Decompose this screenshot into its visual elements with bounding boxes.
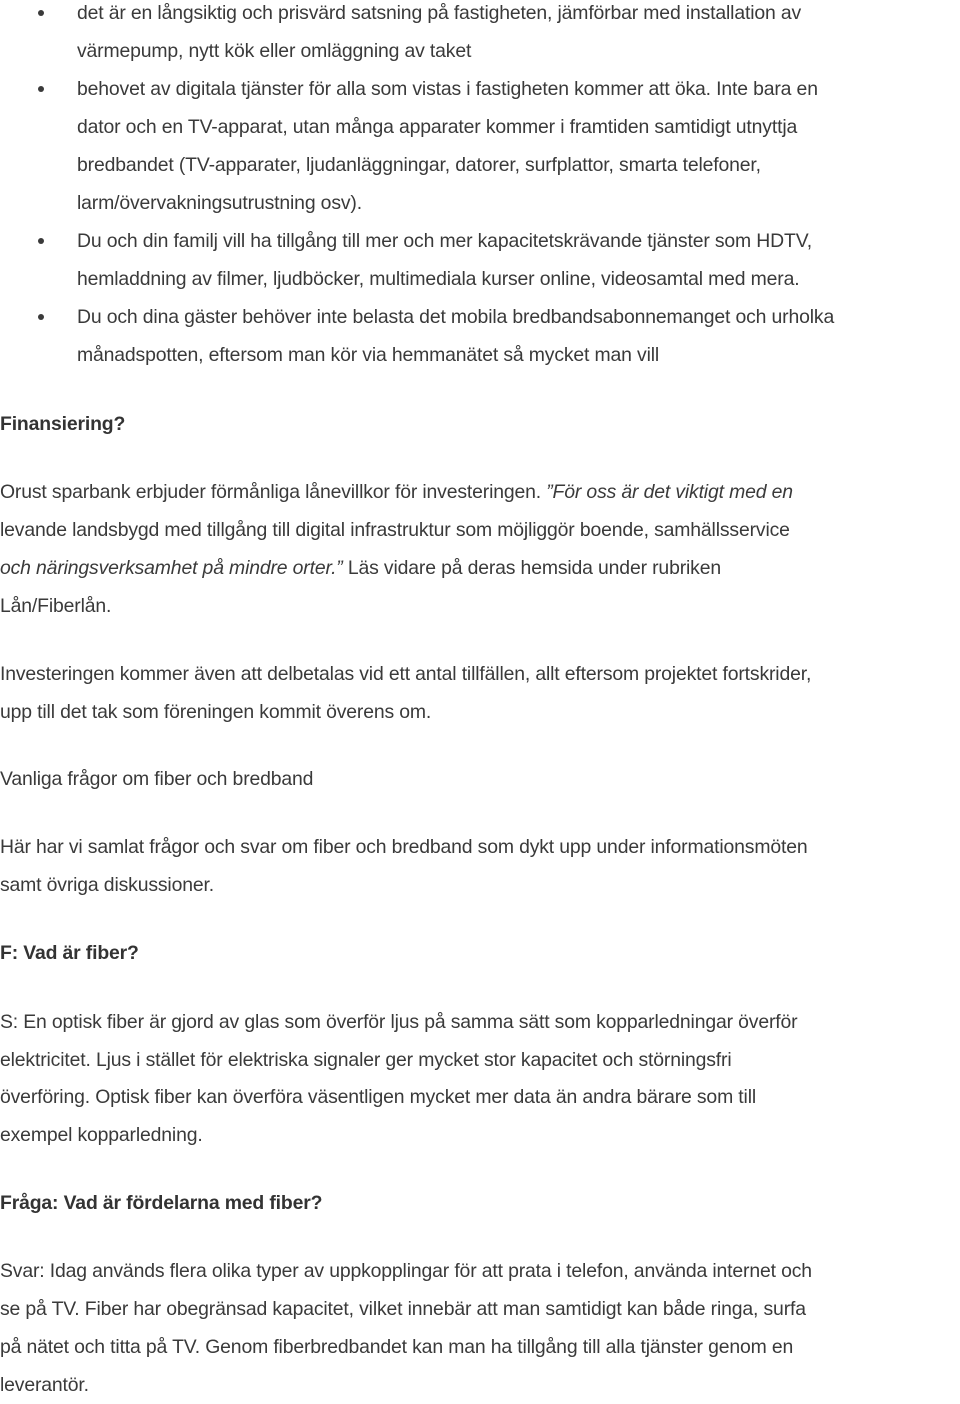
financing-paragraph-line: levande landsbygd med tillgång till digital infrastruktur som möjliggör boende, samhällsservice (0, 519, 790, 541)
question-heading: Fråga: Vad är fördelarna med fiber? (0, 1192, 323, 1214)
answer-line: S: En optisk fiber är gjord av glas som överför ljus på samma sätt som kopparledningar överför (0, 1011, 798, 1033)
answer-line: se på TV. Fiber har obegränsad kapacitet, vilket innebär att man samtidigt kan både ringa, surfa (0, 1298, 806, 1320)
list-item-line: Du och din familj vill ha tillgång till mer och mer kapacitetskrävande tjänster som HDTV, (77, 230, 812, 252)
financing-quote: ”För oss är det viktigt med en (546, 481, 793, 503)
faq-intro-line: Här har vi samlat frågor och svar om fiber och bredband som dykt upp under informationsmöten (0, 836, 808, 858)
financing-quote: och näringsverksamhet på mindre orter.” (0, 557, 343, 579)
list-item-line: värmepump, nytt kök eller omläggning av taket (77, 40, 472, 62)
investment-paragraph-line: Investeringen kommer även att delbetalas vid ett antal tillfällen, allt eftersom projektet fortskrider, (0, 663, 812, 685)
list-item-line: månadspotten, eftersom man kör via hemmanätet så mycket man vill (77, 344, 660, 366)
bullet-icon (38, 10, 44, 16)
list-item-line: behovet av digitala tjänster för alla som vistas i fastigheten kommer att öka. Inte bara en (77, 78, 818, 100)
answer-line: exempel kopparledning. (0, 1124, 203, 1146)
list-item-line: det är en långsiktig och prisvärd satsning på fastigheten, jämförbar med installation av (77, 2, 802, 24)
financing-text: Orust sparbank erbjuder förmånliga lånevillkor för investeringen. (0, 481, 547, 503)
financing-paragraph-line: Lån/Fiberlån. (0, 595, 112, 617)
bullet-icon (38, 314, 44, 320)
list-item-line: hemladdning av filmer, ljudböcker, multimediala kurser online, videosamtal med mera. (77, 268, 800, 290)
faq-intro-line: samt övriga diskussioner. (0, 874, 214, 896)
list-item (0, 0, 960, 70)
investment-paragraph-line: upp till det tak som föreningen kommit överens om. (0, 701, 432, 723)
financing-heading: Finansiering? (0, 413, 126, 435)
list-item (0, 222, 960, 298)
answer-line: Svar: Idag används flera olika typer av uppkopplingar för att prata i telefon, använda internet och (0, 1260, 812, 1282)
list-item-line: larm/övervakningsutrustning osv). (77, 192, 362, 214)
bullet-icon (38, 238, 44, 244)
financing-paragraph-line (0, 473, 793, 511)
answer-line: elektricitet. Ljus i stället för elektriska signaler ger mycket stor kapacitet och störningsfri (0, 1049, 732, 1071)
question-heading: F: Vad är fiber? (0, 942, 139, 964)
benefits-list (0, 0, 960, 374)
list-item-line: Du och dina gäster behöver inte belasta det mobila bredbandsabonnemanget och urholka (77, 306, 835, 328)
answer-line: på nätet och titta på TV. Genom fiberbredbandet kan man ha tillgång till alla tjänster genom en (0, 1336, 794, 1358)
list-item-line: dator och en TV-apparat, utan många apparater kommer i framtiden samtidigt utnyttja (77, 116, 798, 138)
list-item (0, 298, 960, 374)
list-item-line: bredbandet (TV-apparater, ljudanläggningar, datorer, surfplattor, smarta telefoner, (77, 154, 761, 176)
list-item (0, 70, 960, 222)
answer-line: leverantör. (0, 1374, 89, 1396)
answer-line: överföring. Optisk fiber kan överföra väsentligen mycket mer data än andra bärare som till (0, 1086, 757, 1108)
financing-text: Läs vidare på deras hemsida under rubriken (342, 557, 721, 579)
faq-title: Vanliga frågor om fiber och bredband (0, 768, 314, 790)
financing-paragraph-line (0, 549, 721, 587)
bullet-icon (38, 86, 44, 92)
